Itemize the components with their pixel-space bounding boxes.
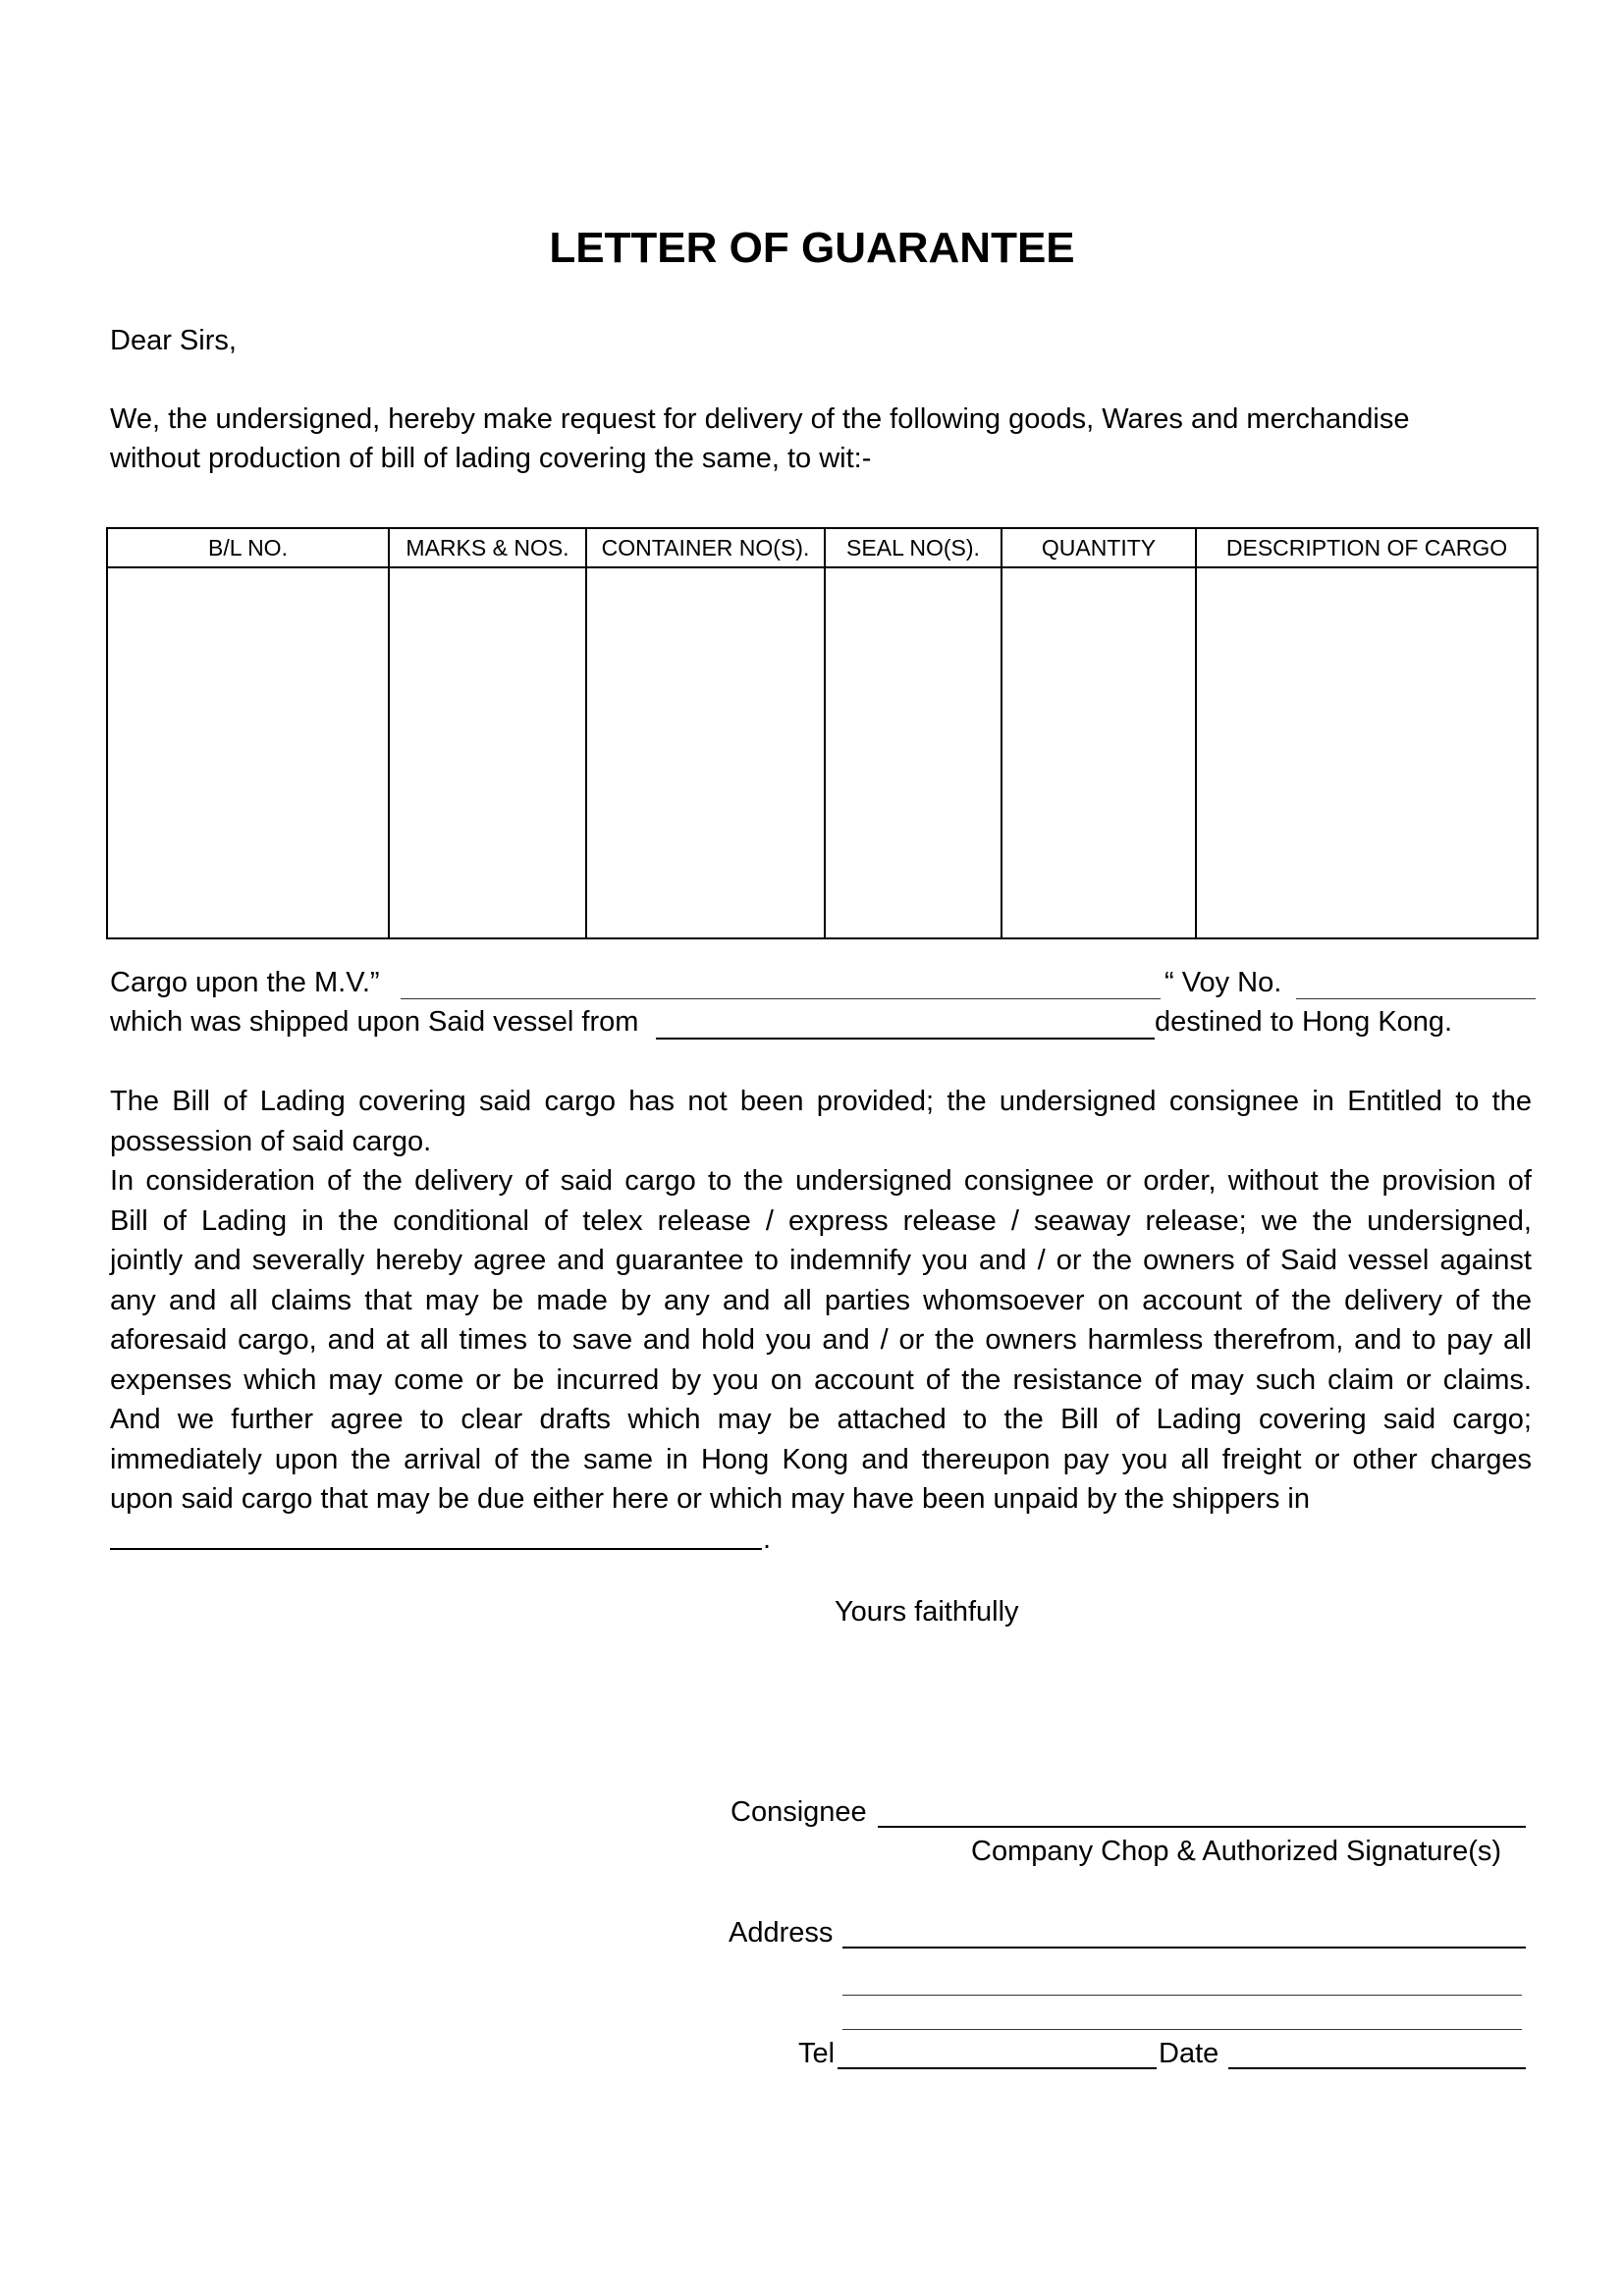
goods-table-header-row bbox=[107, 528, 1538, 567]
container-nos-cell[interactable] bbox=[586, 567, 825, 938]
body-line-1: The Bill of Lading covering said cargo has not been provided; the undersigned consignee in Entitled to the bbox=[110, 1086, 1532, 1117]
salutation: Dear Sirs, bbox=[110, 325, 237, 356]
company-chop-caption: Company Chop & Authorized Signature(s) bbox=[971, 1836, 1502, 1867]
address-line-3-field[interactable] bbox=[842, 2029, 1522, 2030]
tel-field[interactable] bbox=[838, 2067, 1157, 2069]
date-label: Date bbox=[1159, 2038, 1219, 2069]
closing: Yours faithfully bbox=[835, 1596, 1019, 1628]
column-header-quantity: QUANTITY bbox=[1001, 528, 1196, 567]
unpaid-place-field[interactable] bbox=[110, 1548, 762, 1550]
body-line-9: And we further agree to clear drafts which may be attached to the Bill of Lading covering said cargo; bbox=[110, 1404, 1532, 1435]
bl-no-cell[interactable] bbox=[107, 567, 389, 938]
consignee-signature-field[interactable] bbox=[878, 1826, 1526, 1828]
column-header-bl-no: B/L NO. bbox=[107, 528, 389, 567]
body-line-10: immediately upon the arrival of the same in Hong Kong and thereupon pay you all freight or other charges bbox=[110, 1443, 1532, 1475]
address-label: Address bbox=[729, 1917, 834, 1949]
body-line-2: possession of said cargo. bbox=[110, 1125, 432, 1157]
goods-table-entry-row bbox=[107, 567, 1538, 938]
guarantee-body bbox=[110, 1082, 1532, 1520]
address-line-2-field[interactable] bbox=[842, 1995, 1522, 1996]
address-line-1-field[interactable] bbox=[842, 1947, 1526, 1949]
destination-text: destined to Hong Kong. bbox=[1155, 1006, 1453, 1038]
column-header-container-nos: CONTAINER NO(S). bbox=[586, 528, 825, 567]
body-line-4: Bill of Lading in the conditional of telex release / express release / seaway release; we the undersigned, bbox=[110, 1204, 1532, 1237]
intro-line-2: without production of bill of lading covering the same, to wit:- bbox=[110, 443, 872, 474]
port-of-loading-field[interactable] bbox=[656, 1038, 1155, 1040]
body-line-3: In consideration of the delivery of said cargo to the undersigned consignee or order, without the provision of bbox=[110, 1165, 1532, 1197]
body-line-6: any and all claims that may be made by any and all parties whomsoever on account of the delivery of the bbox=[110, 1284, 1532, 1316]
body-line-5: jointly and severally hereby agree and guarantee to indemnify you and / or the owners of Said vessel against bbox=[110, 1245, 1532, 1276]
quantity-cell[interactable] bbox=[1001, 567, 1196, 938]
column-header-marks-nos: MARKS & NOS. bbox=[389, 528, 586, 567]
voyage-no-field[interactable] bbox=[1296, 998, 1536, 999]
column-header-seal-nos: SEAL NO(S). bbox=[825, 528, 1001, 567]
column-header-description: DESCRIPTION OF CARGO bbox=[1196, 528, 1538, 567]
description-cell[interactable] bbox=[1196, 567, 1538, 938]
body-line-7: aforesaid cargo, and at all times to save and hold you and / or the owners harmless therefrom, and to pay all bbox=[110, 1324, 1532, 1356]
body-line-8: expenses which may come or be incurred by you on account of the resistance of may such claim or claims. bbox=[110, 1363, 1532, 1396]
consignee-label: Consignee bbox=[731, 1796, 867, 1828]
seal-nos-cell[interactable] bbox=[825, 567, 1001, 938]
end-period: . bbox=[763, 1523, 772, 1555]
tel-label: Tel bbox=[798, 2038, 836, 2069]
mv-label: Cargo upon the M.V.” bbox=[110, 967, 380, 998]
document-title: LETTER OF GUARANTEE bbox=[549, 224, 1075, 272]
voy-label: “ Voy No. bbox=[1164, 967, 1282, 998]
intro-line-1: We, the undersigned, hereby make request for delivery of the following goods, Wares and merchandise bbox=[110, 403, 1410, 435]
goods-table bbox=[106, 527, 1539, 939]
vessel-name-field[interactable] bbox=[401, 998, 1161, 999]
shipped-from-label: which was shipped upon Said vessel from bbox=[110, 1006, 639, 1038]
body-line-11: upon said cargo that may be due either here or which may have been unpaid by the shippers in bbox=[110, 1483, 1310, 1515]
date-field[interactable] bbox=[1228, 2067, 1526, 2069]
marks-nos-cell[interactable] bbox=[389, 567, 586, 938]
